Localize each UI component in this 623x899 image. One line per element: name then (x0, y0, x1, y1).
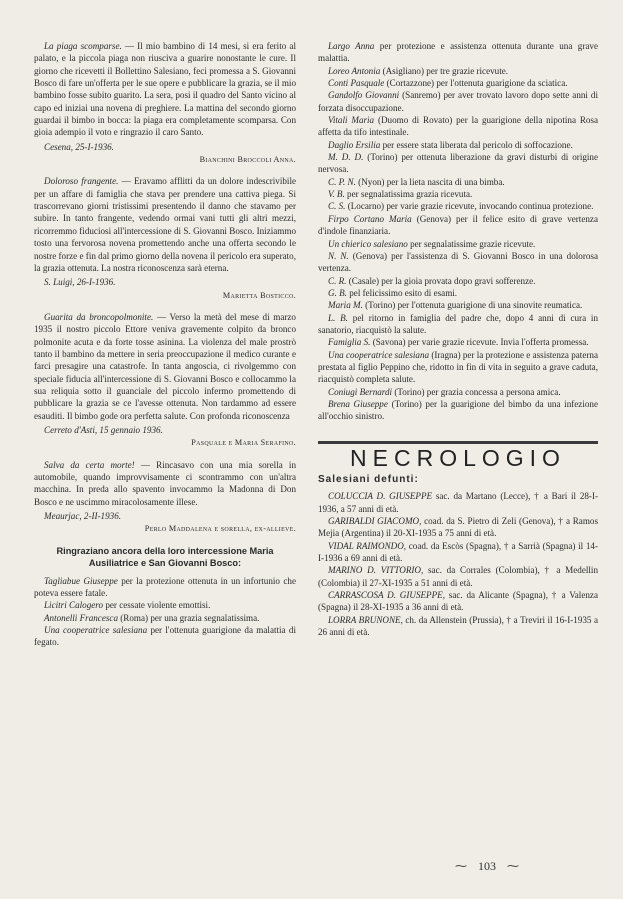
thanks-item: Tagliabue Giuseppe per la protezione ottenuta in un infortunio che poteva essere fatale. (34, 575, 296, 599)
thanks-item: G. B. pel felicissimo esito di esami. (328, 287, 458, 298)
page-number: 103 (478, 859, 496, 873)
thanks-item: Firpo Cortano Maria (Genova) per il felice esito di grave vertenza d'indole finanziaria. (318, 213, 598, 237)
report-text: Salva da certa morte! — Rincasavo con una mia sorella in automobile, quando improvvisamente ci scontrammo con un'altra macchina. In preda allo spavento invocammo la Madonna di Don Bosco e ne uscimmo miracolosamente illese. (34, 459, 297, 507)
salesiani-heading: Salesiani defunti: (318, 474, 419, 485)
thanks-item: Vitali Maria (Duomo di Rovato) per la guarigione della nipotina Rosa affetta da tifo intestinale. (318, 115, 599, 138)
obituary-item: COLUCCIA D. GIUSEPPE sac. da Martano (Lecce), † a Bari il 28-I-1936, a 57 anni di età. (318, 491, 598, 514)
necrologio-title: NECROLOGIO (350, 444, 566, 471)
report-title: Doloroso frangente. (44, 176, 119, 187)
report-title: Salva da certa morte! (44, 459, 135, 470)
report-text: Guarita da broncopolmonite. — Verso la metà del mese di marzo 1935 il nostro piccolo Ettore veniva gravemente colpito da bronco polmonite acuta e da forte tosse asinina. La violenza del male prostrò tanto il bambino da mettere in seria preoccupazione il medico curante e farci presagire una catastrofe. In tanta angoscia, ci rivolgemmo con speciale fiducia all'intercessione di S. Giovanni Bosco e collocammo la sua reliquia sotto il guanciale del piccolo infermo promettendo di pubblicare la grazia se ce l'avesse ottenuta. Non tardammo ad essere esauditi. Il bimbo gode ora perfetta salute. Con profonda riconoscenza (34, 311, 296, 421)
page-footer (455, 859, 595, 874)
obituary-item: CARRASCOSA D. GIUSEPPE, sac. da Alicante (Spagna), † a Valenza (Spagna) il 28-XI-1935 a 36 anni di età. (318, 590, 598, 613)
thanks-item: C. P. N. (Nyon) per la lieta nascita di una bimba. (328, 176, 505, 187)
thanks-item: C. R. (Casale) per la gioia provata dopo gravi sofferenze. (328, 275, 536, 286)
obituary-item: LORRA BRUNONE, ch. da Allenstein (Prussia), † a Treviri il 16-I-1935 a 26 anni di età. (318, 614, 599, 638)
thanks-heading: Ringraziano ancora della loro intercessione Maria Ausiliatrice e San Giovanni Bosco: (56, 545, 274, 568)
thanks-list-right (318, 40, 598, 423)
report-place: Cesena, 25-I-1936. (44, 141, 114, 152)
grace-report (34, 40, 296, 166)
report-title: La piaga scomparse. (44, 41, 122, 51)
thanks-item: Gandolfo Giovanni (Sanremo) per aver trovato lavoro dopo sette anni di forzata disoccupazione. (318, 90, 598, 113)
thanks-item: Maria M. (Torino) per l'ottenuta guarigione di una sinovite reumatica. (328, 300, 583, 311)
thanks-item: Antonelli Francesca (Roma) per una grazia segnalatissima. (44, 612, 260, 623)
thanks-item: Famiglia S. (Savona) per varie grazie ricevute. Invia l'offerta promessa. (328, 337, 589, 348)
right-column (318, 40, 598, 638)
report-place: Meaurjac, 2-II-1936. (44, 511, 122, 522)
report-text: Doloroso frangente. — Eravamo afflitti da un dolore indescrivibile per un affare di famiglia che stava per prendere una cattiva piega. Si trascorrevano giorni tristissimi presentendo il danno che stavamo per subire. In tanto frangente, vedendo ormai vani tutti gli altri mezzi, ricorremmo fiduciosi all'intercessione di S. Giovanni Bosco. Iniziammo tosto una fervorosa novena promettendo anche una offerta secondo le nostre forze e fin dal primo giorno della novena il pericolo era superato, la grazia ottenuta. La nostra riconoscenza sarà eterna. (34, 176, 297, 273)
grace-report (34, 175, 296, 301)
ornament-icon: ⁓ (507, 859, 517, 873)
report-signature: Marietta Bosticco. (222, 290, 296, 300)
thanks-item: L. B. pel ritorno in famiglia del padre che, dopo 4 anni di cura in sanatorio, riacquistò la salute. (318, 312, 599, 335)
thanks-item: Un chierico salesiano per segnalatissime grazie ricevute. (328, 238, 536, 249)
thanks-item: Largo Anna per protezione e assistenza ottenuta durante una grave malattia. (318, 41, 598, 64)
thanks-list-left (34, 575, 296, 649)
grace-report (34, 311, 296, 450)
report-signature: Pasquale e Maria Serafino. (191, 438, 296, 448)
report-place: S. Luigi, 26-I-1936. (44, 277, 116, 288)
thanks-item: Daglio Ersilia per essere stata liberata dal pericolo di soffocazione. (328, 139, 573, 150)
report-place: Cerreto d'Asti, 15 gennaio 1936. (44, 424, 163, 435)
obituary-list (318, 490, 598, 638)
ornament-icon: ⁓ (455, 859, 465, 873)
thanks-item: Coniugi Bernardi (Torino) per grazia concessa a persona amica. (328, 386, 561, 397)
section-divider (318, 441, 598, 444)
thanks-item: Una cooperatrice salesiana (Iragna) per la protezione e assistenza paterna prestata al figlio Peppino che, ridotto in fin di vita in seguito a grave caduta, riacquistò completa salute. (318, 349, 598, 385)
thanks-item: Brena Giuseppe (Torino) per la guarigione del bimbo da una infezione all'occhio sinistro. (318, 398, 598, 422)
obituary-item: GARIBALDI GIACOMO, coad. da S. Pietro di Zeli (Genova), † a Ramos Mejia (Argentina) il 20-XI-1935 a 75 anni di età. (318, 516, 598, 539)
obituary-item: MARINO D. VITTORIO, sac. da Corrales (Colombia), † a Medellin (Colombia) il 27-XI-1935 a 51 anni di età. (318, 565, 598, 588)
report-signature: Bianchini Broccoli Anna. (199, 155, 296, 165)
thanks-item: C. S. (Locarno) per varie grazie ricevute, invocando continua protezione. (328, 201, 594, 212)
thanks-item: Conti Pasquale (Cortazzone) per l'ottenuta guarigione da sciatica. (328, 78, 568, 89)
thanks-item: Licitri Calogero per cessate violente emottisi. (44, 600, 211, 611)
report-title: Guarita da broncopolmonite. (44, 311, 154, 322)
thanks-item: Loreo Antonia (Asigliano) per tre grazie ricevute. (328, 65, 509, 76)
grace-report (34, 459, 296, 536)
thanks-item: M. D. D. (Torino) per ottenuta liberazione da gravi disturbi di origine nervosa. (318, 152, 598, 175)
left-column (34, 40, 296, 649)
thanks-item: Una cooperatrice salesiana per l'ottenuta guarigione da malattia di fegato. (34, 625, 296, 648)
thanks-item: N. N. (Genova) per l'assistenza di S. Giovanni Bosco in una dolorosa vertenza. (318, 250, 598, 274)
obituary-item: VIDAL RAIMONDO, coad. da Escòs (Spagna), † a Sarrià (Spagna) il 14-I-1936 a 69 anni di età. (318, 540, 598, 564)
report-signature: Perlo Maddalena e sorella, ex-allieve. (144, 524, 296, 534)
report-text: La piaga scomparse. — Il mio bambino di 14 mesi, si era ferito al palato, e la piccola piaga non riusciva a guarire nonostante le cure. Il giorno che ricevetti il Bollettino Salesiano, feci promessa a S. Giovanni Bosco di fare un'offerta per le sue opere e pubblicare la grazia, se il mio bambino fosse subito guarito. La sera, posi il quadro del Santo vicino al capo ed iniziai una novena di preghiere. La mattina del secondo giorno guardai il bimbo in bocca: la piaga era completamente scomparsa. Con gioia adempio il voto e ringrazio il caro Santo. (34, 41, 296, 138)
thanks-item: V. B. per segnalatissima grazia ricevuta. (328, 189, 473, 200)
